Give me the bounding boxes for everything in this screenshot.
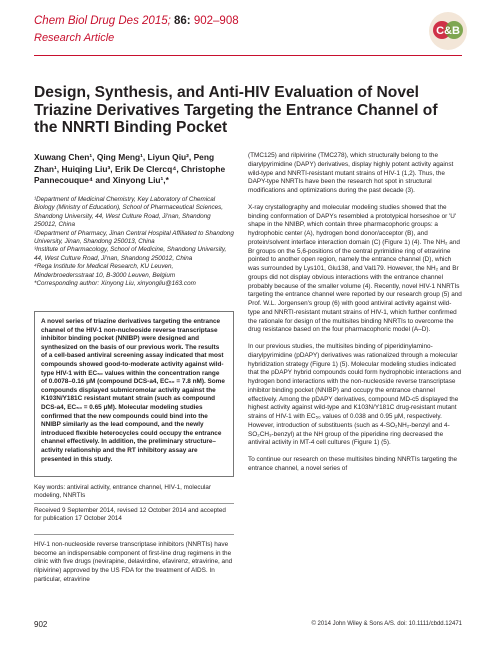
affiliation: ³Institute of Pharmacology, School of Medicine, Shandong University, 44, West Culture Road, Ji'nan, Shandong 250012, China: [34, 246, 227, 262]
author-list: Xuwang Chen¹, Qing Meng¹, Liyun Qiu², Peng Zhan¹, Huiqing Liu³, Erik De Clercq⁴, Christophe Pannecouque⁴ and Xinyong Liu¹,*: [34, 152, 226, 185]
journal-name: Chem Biol Drug Des: [34, 15, 139, 27]
body-paragraph: To continue our research on these multisites binding NNRTIs targeting the entrance channel, a novel series of: [248, 456, 458, 472]
journal-header: Chem Biol Drug Des 2015; 86: 902–908: [34, 15, 239, 27]
divider: [34, 534, 234, 535]
affiliation: ¹Department of Medicinal Chemistry, Key Laboratory of Chemical Biology (Ministry of Education), School of Pharmaceutical Sciences, Shandong University, 44, West Culture Road, Ji'nan, Shandong 250012, China: [34, 196, 223, 229]
abstract-box: [34, 311, 234, 477]
article-title: Design, Synthesis, and Anti-HIV Evaluation of Novel Triazine Derivatives Targeting the Entrance Channel of the NNRTI Binding Pocket: [34, 84, 438, 136]
keywords: Key words: antiviral activity, entrance channel, HIV-1, molecular modeling, NNRTIs: [34, 484, 211, 500]
right-column: [248, 152, 462, 482]
journal-year: 2015: [142, 15, 168, 27]
body-paragraph: X-ray crystallography and molecular modeling studies showed that the binding conformation of DAPYs resembled a prototypical horseshoe or 'U' shape in the NNIBP, which contain three pharmacophoric groups: a hydrophobic center (A), hydrogen bond donor/acceptor (B), and protein/solvent interface interaction domain (C) (Figure 1) (4). The NH₂ and Br groups on the 5,6-positions of the central pyrimidine ring of etravirine pointed to another open region, namely the entrance channel (D), which was surrounded by Lys101, Glu138, and Val179. However, the NH₂ and Br groups did not display obvious interactions with the entrance channel probably because of the smaller volume (4). Recently, novel HIV-1 NNRTIs targeting the entrance channel were reported by our research group (5) and Prof. W.L. Jorgensen's group (6) with good antiviral activity against wild-type and NNRTI-resistant mutant strains of HIV-1, which further confirmed the rationale for design of the multisites binding NNRTIs to overcome the drug resistance based on the four pharmacophoric model (A–D).: [248, 203, 462, 334]
journal-logo-icon: [427, 10, 469, 52]
section-label: Research Article: [34, 32, 115, 44]
logo-text: C&B: [436, 25, 460, 37]
abstract-text: A novel series of triazine derivatives targeting the entrance channel of the HIV-1 non-nucleoside reverse transcriptase inhibitor binding pocket (NNIBP) were designed and synthesized on the basis of our previous work. The results of a cell-based antiviral screening assay indicated that most compounds showed good-to-moderate activity against wild-type HIV-1 with EC₅₀ values within the concentration range of 0.0078–0.16 μM (compound DCS-a4, EC₅₀ = 7.8 nM). Some compounds displayed submicromolar activity against the K103N/Y181C resistant mutant strain (such as compound DCS-a4, EC₅₀ = 0.65 μM). Molecular modeling studies confirmed that the new compounds could bind into the NNIBP similarly as the lead compound, and the newly introduced flexible heterocycles could occupy the entrance channel effectively. In addition, the preliminary structure–activity relationship and the RT inhibitory assay are presented in this study.: [41, 318, 225, 463]
journal-pages: 902–908: [193, 15, 239, 27]
header-rule: [34, 55, 462, 56]
copyright-doi: © 2014 John Wiley & Sons A/S. doi: 10.1111/cbdd.12471: [311, 621, 462, 627]
affiliations: [34, 196, 234, 288]
intro-paragraph: HIV-1 non-nucleoside reverse transcriptase inhibitors (NNRTIs) have become an indispensable component of first-line drug regimens in the clinic with five drugs (nevirapine, delavirdine, efavirenz, etravirine, and rilpivirine) approved by the US FDA for the treatment of AIDS. In particular, etravirine: [34, 541, 233, 583]
divider: [34, 503, 234, 504]
corresponding-author: *Corresponding author: Xinyong Liu, xinyongliu@163.com: [34, 280, 196, 288]
received-dates: Received 9 September 2014, revised 12 October 2014 and accepted for publication 17 October 2014: [34, 507, 226, 523]
journal-volume: 86:: [174, 15, 191, 27]
body-paragraph: In our previous studies, the multisites binding of piperidinylamino-diarylpyrimidine (pDAPY) derivatives was rationalized through a molecular hybridization strategy (Figure 1) (5). Molecular modeling studies indicated that the pDAPY hybrid compounds could form hydrophobic interactions and hydrogen bond interactions with the non-nucleoside reverse transcriptase inhibitor binding pocket (NNIBP) and occupy the entrance channel effectively. Among the pDAPY derivatives, compound MD-c5 displayed the highest activity against wild-type and K103N/Y181C drug-resistant mutant strains of HIV-1 with EC₅₀ values of 0.038 and 0.95 μM, respectively. However, introduction of substituents (such as 4-SO₂NH₂-benzyl and 4-SO₂CH₃-benzyl) at the NH group of the piperidine ring decreased the antiviral activity in MT-4 cell cultures (Figure 1) (5).: [248, 343, 462, 447]
affiliation: ²Department of Pharmacy, Jinan Central Hospital Affiliated to Shandong University, Jinan, Shandong 250013, China: [34, 229, 234, 246]
page-number: 902: [34, 620, 48, 629]
affiliation: ⁴Rega Institute for Medical Research, KU Leuven, Minderbroedersstraat 10, B-3000 Leuven, Belgium: [34, 263, 176, 279]
body-paragraph: (TMC125) and rilpivirine (TMC278), which structurally belong to the diarylpyrimidine (DAPY) derivatives, display highly potent activity against wild-type and NNRTI-resistant mutant strains of HIV-1 (1,2). Thus, the DAPY-type NNRTIs have been the research hot spot in structural modifications and optimizations during the past decade (3).: [248, 152, 454, 194]
